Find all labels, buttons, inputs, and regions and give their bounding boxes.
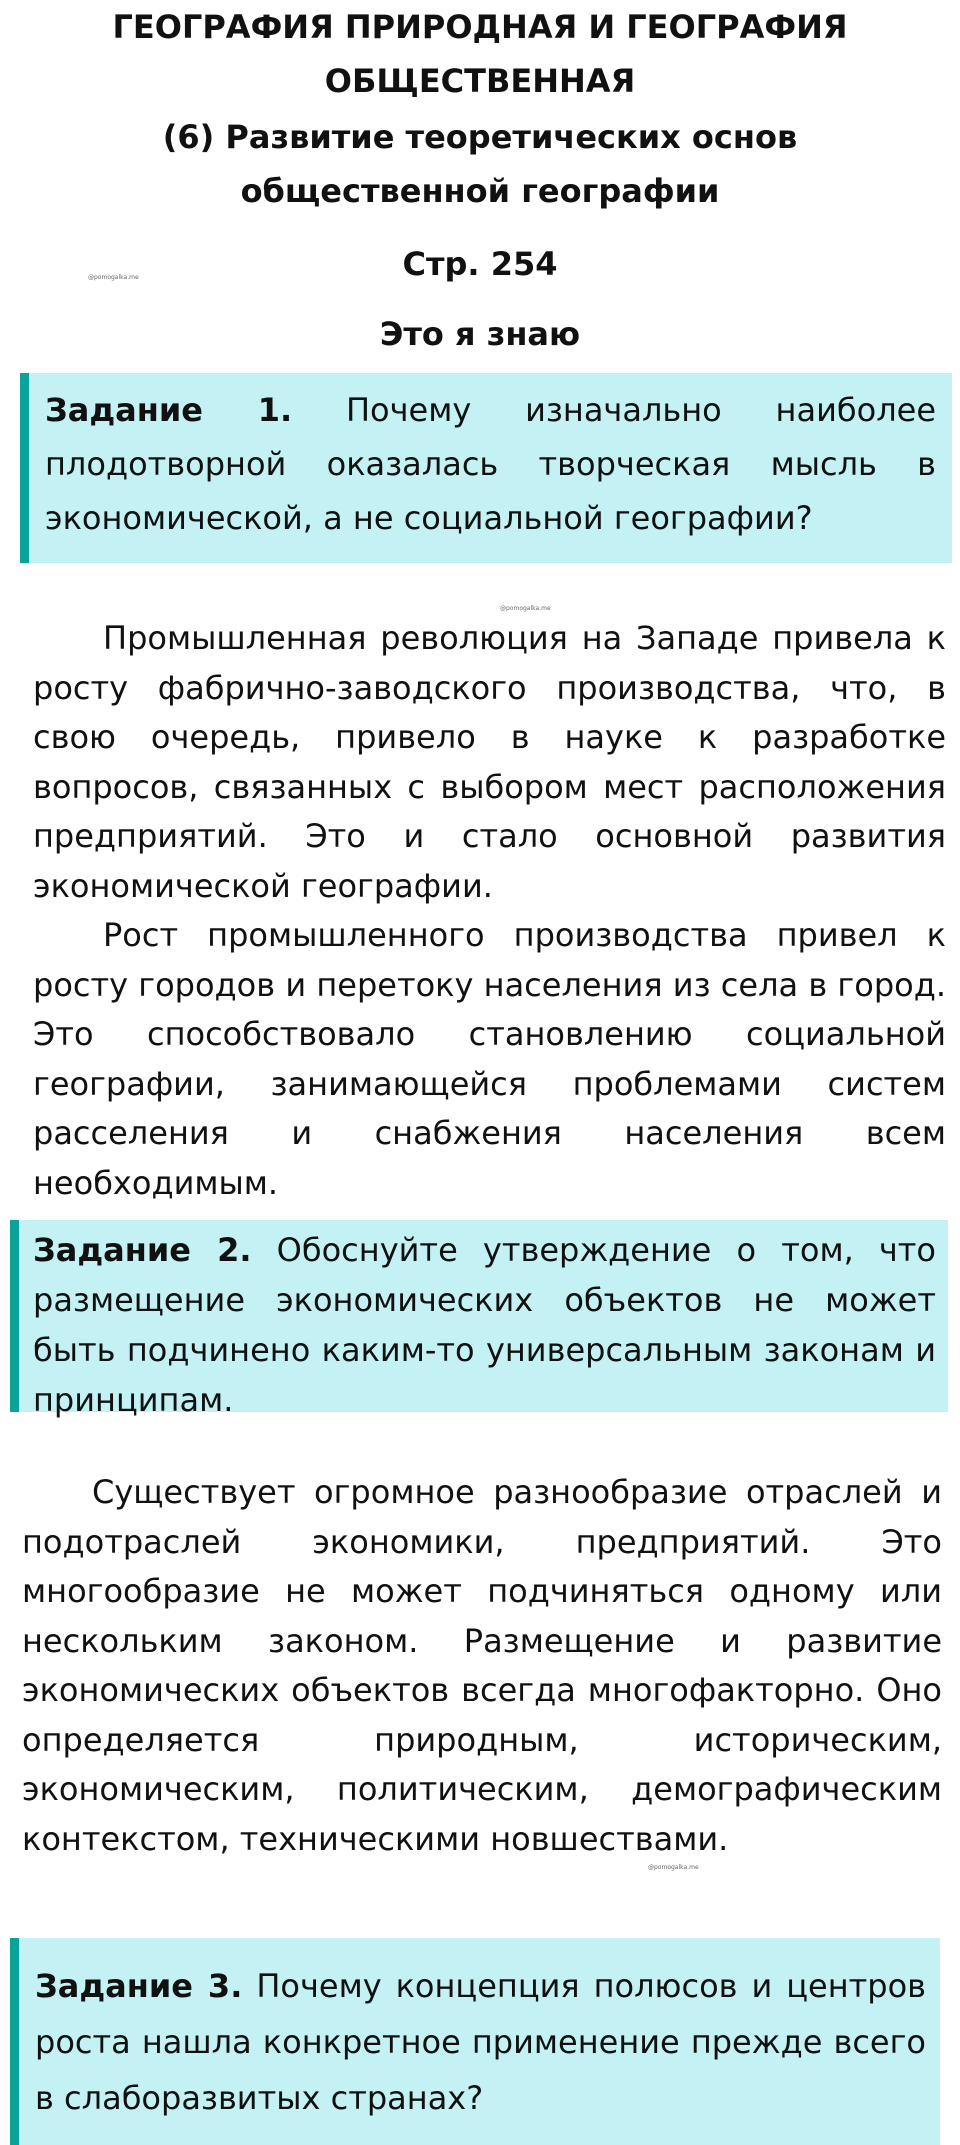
watermark: @pomogalka.me	[500, 605, 551, 612]
document-subtitle: (6) Развитие теоретических основ общественной географии	[162, 118, 798, 210]
answer-paragraph: Рост промышленного производства привел к росту городов и перетоку населения из села в город. Это способствовало становлению социальной географии, занимающейся проблемами систем расселения и снабжения населения всем необходимым.	[33, 916, 946, 1202]
watermark: @pomogalka.me	[648, 1864, 699, 1871]
watermark: @pomogalka.me	[88, 274, 139, 281]
document-title: ГЕОГРАФИЯ ПРИРОДНАЯ И ГЕОГРАФИЯ ОБЩЕСТВЕННАЯ	[112, 8, 848, 100]
task-3-label: Задание 3.	[35, 1967, 243, 2005]
page-label: Стр. 254	[402, 245, 558, 283]
task-1-box	[20, 373, 952, 563]
task-2-answer	[22, 1468, 942, 1864]
task-3-question: Почему концепция полюсов и центров роста нашла конкретное применение прежде всего в слаборазвитых странах?	[35, 1967, 927, 2117]
task-2-question: Обоснуйте утверждение о том, что размещение экономических объектов не может быть подчинено каким-то универсальным законам и принципам.	[33, 1231, 937, 1419]
answer-paragraph: Существует огромное разнообразие отраслей и подотраслей экономики, предприятий. Это многообразие не может подчиняться одному или нескольким законом. Размещение и развитие экономических объектов всегда многофакторно. Оно определяется природным, историческим, экономическим, политическим, демографическим контекстом, техническими новшествами.	[22, 1473, 942, 1858]
task-1-answer	[33, 614, 946, 1208]
task-2-box	[10, 1220, 948, 1419]
task-1-question: Почему изначально наиболее плодотворной оказалась творческая мысль в экономической, а не социальной географии?	[45, 391, 937, 537]
task-3-box	[10, 1938, 940, 2145]
answer-paragraph: Промышленная революция на Западе привела к росту фабрично-заводского производства, что, в свою очередь, привело в науке к разработке вопросов, связанных с выбором мест расположения предприятий. Это и стало основной развития экономической географии.	[33, 619, 946, 905]
task-2-label: Задание 2.	[33, 1231, 252, 1269]
section-heading: Это я знаю	[379, 315, 581, 353]
task-1-label: Задание 1.	[45, 391, 293, 429]
